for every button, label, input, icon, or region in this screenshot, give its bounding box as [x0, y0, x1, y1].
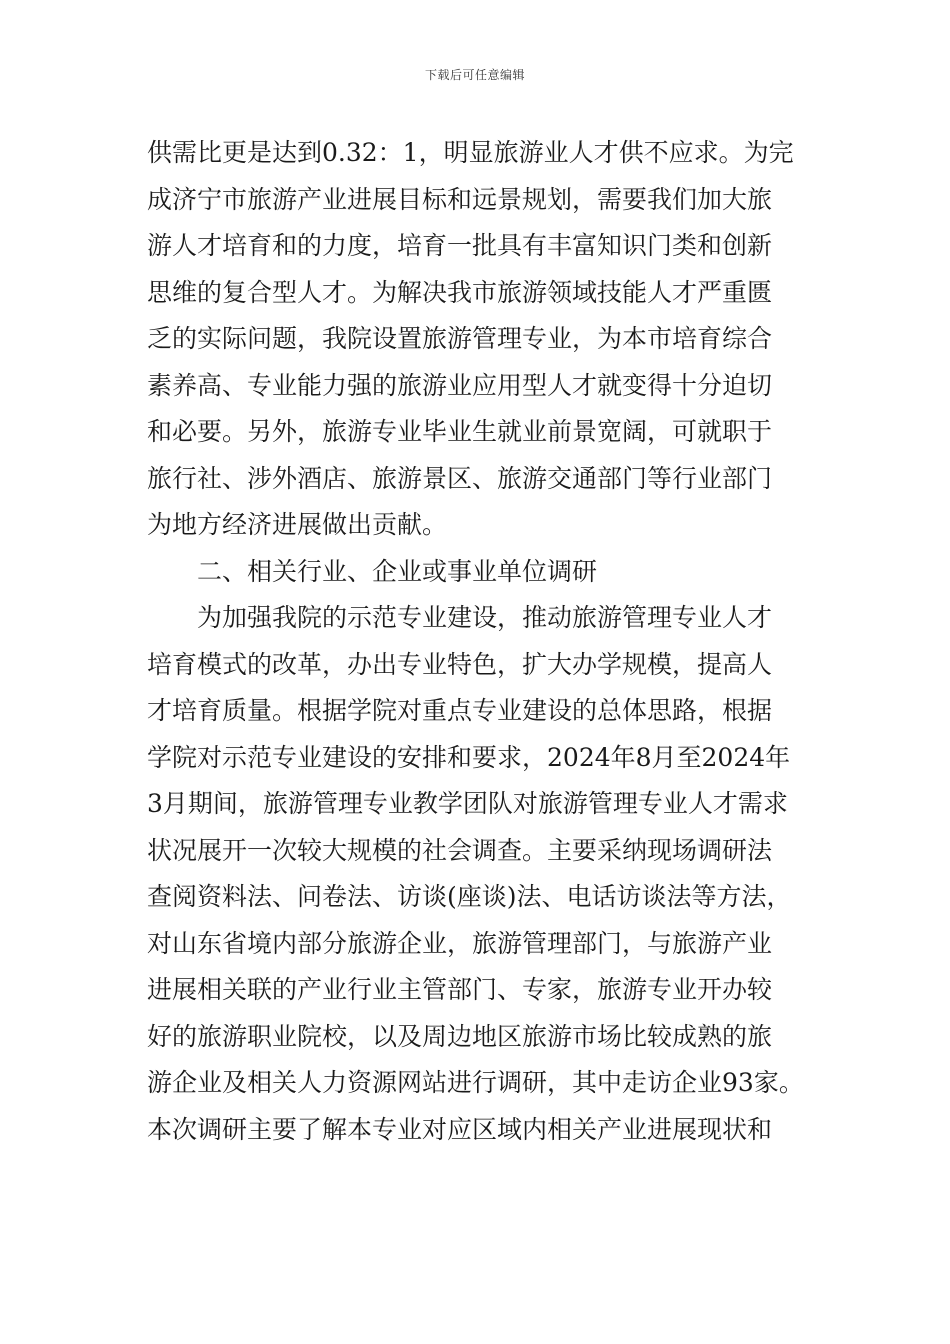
text-line: 好的旅游职业院校，以及周边地区旅游市场比较成熟的旅 [147, 1021, 773, 1051]
text-line: 为地方经济进展做出贡献。 [147, 510, 448, 539]
text-line: 游企业及相关人力资源网站进行调研，其中走访企业93家。 [147, 1068, 804, 1097]
text-line: 成济宁市旅游产业进展目标和远景规划，需要我们加大旅 [147, 184, 773, 214]
text-line: 培育模式的改革，办出专业特色，扩大办学规模，提高人 [147, 649, 773, 679]
text-line: 和必要。另外，旅游专业毕业生就业前景宽阔，可就职于 [147, 417, 773, 446]
text-line: 乏的实际问题，我院设置旅游管理专业，为本市培育综合 [147, 324, 773, 353]
text-line: 素养高、专业能力强的旅游业应用型人才就变得十分迫切 [147, 370, 773, 400]
text-line: 思维的复合型人才。为解决我市旅游领域技能人才严重匮 [147, 277, 773, 307]
text-line: 才培育质量。根据学院对重点专业建设的总体思路，根据 [147, 696, 773, 725]
text-line: 对山东省境内部分旅游企业，旅游管理部门，与旅游产业 [147, 928, 773, 958]
page-header: 下载后可任意编辑 [424, 68, 525, 82]
text-line: 学院对示范专业建设的安排和要求，2024年8月至2024年 [147, 742, 791, 772]
text-line: 状况展开一次较大规模的社会调查。主要采纳现场调研法 [147, 835, 773, 865]
text-line: 本次调研主要了解本专业对应区域内相关产业进展现状和 [147, 1114, 773, 1144]
text-line: 进展相关联的产业行业主管部门、专家，旅游专业开办较 [147, 975, 773, 1004]
text-line: 旅行社、涉外酒店、旅游景区、旅游交通部门等行业部门 [147, 463, 773, 493]
section-heading: 二、相关行业、企业或事业单位调研 [197, 556, 598, 586]
paragraph-first-line: 为加强我院的示范专业建设，推动旅游管理专业人才 [197, 603, 773, 632]
text-line: 3月期间，旅游管理专业教学团队对旅游管理专业人才需求 [147, 789, 788, 818]
document-body [147, 130, 812, 1153]
text-line: 游人才培育和的力度，培育一批具有丰富知识门类和创新 [147, 231, 773, 260]
text-line: 供需比更是达到0.32：1，明显旅游业人才供不应求。为完 [147, 138, 794, 167]
text-line: 查阅资料法、问卷法、访谈(座谈)法、电话访谈法等方法， [147, 882, 792, 911]
